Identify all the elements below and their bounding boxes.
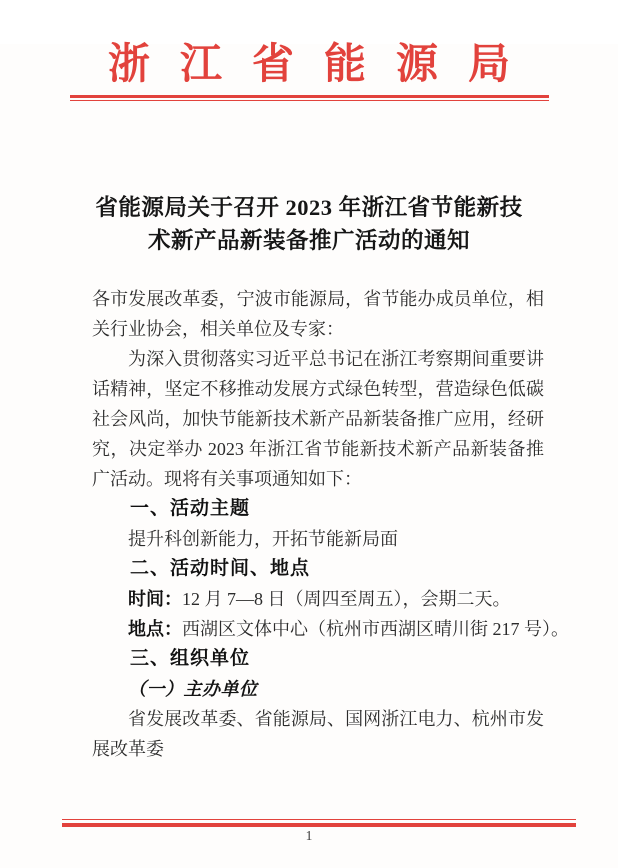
footer-rule <box>62 819 576 827</box>
activity-theme: 提升科创新能力，开拓节能新局面 <box>128 529 398 550</box>
document-body <box>0 191 618 764</box>
document-title <box>0 191 618 257</box>
section-1-heading: 一、活动主题 <box>130 498 251 520</box>
intro-paragraph: 为深入贯彻落实习近平总书记在浙江考察期间重要讲话精神，坚定不移推动发展方式绿色转型，营造绿色低碳社会风尚，加快节能新技术新产品新装备推广应用，经研究，决定举办 2023 年浙江省节能新技术新产品新装备推广活动。现将有关事项通知如下： <box>92 349 544 490</box>
document-page <box>0 44 618 868</box>
document-title-line1: 省能源局关于召开 2023 年浙江省节能新技 <box>95 195 523 221</box>
place-label: 地点： <box>128 619 182 640</box>
page-number: 1 <box>305 828 313 843</box>
section-3-subheading: （一）主办单位 <box>128 679 258 700</box>
place-line <box>92 614 569 644</box>
time-label: 时间： <box>128 589 182 610</box>
letterhead <box>0 44 618 101</box>
section-3-heading: 三、组织单位 <box>130 648 251 670</box>
header-rule-thin-line <box>70 100 549 101</box>
time-value: 12 月 7—8 日（周四至周五），会期二天。 <box>182 589 511 610</box>
document-title-line2: 术新产品新装备推广活动的通知 <box>147 228 470 254</box>
time-line <box>92 584 544 614</box>
agency-header: 浙江省能源局 <box>107 42 540 88</box>
organizers: 省发展改革委、省能源局、国网浙江电力、杭州市发展改革委 <box>92 709 544 760</box>
section-2-heading: 二、活动时间、地点 <box>130 558 311 580</box>
place-value: 西湖区文体中心（杭州市西湖区晴川街 217 号）。 <box>182 619 569 640</box>
salutation: 各市发展改革委，宁波市能源局，省节能办成员单位，相关行业协会，相关单位及专家： <box>92 289 544 340</box>
notice-text <box>92 284 569 764</box>
header-rule <box>70 95 549 101</box>
